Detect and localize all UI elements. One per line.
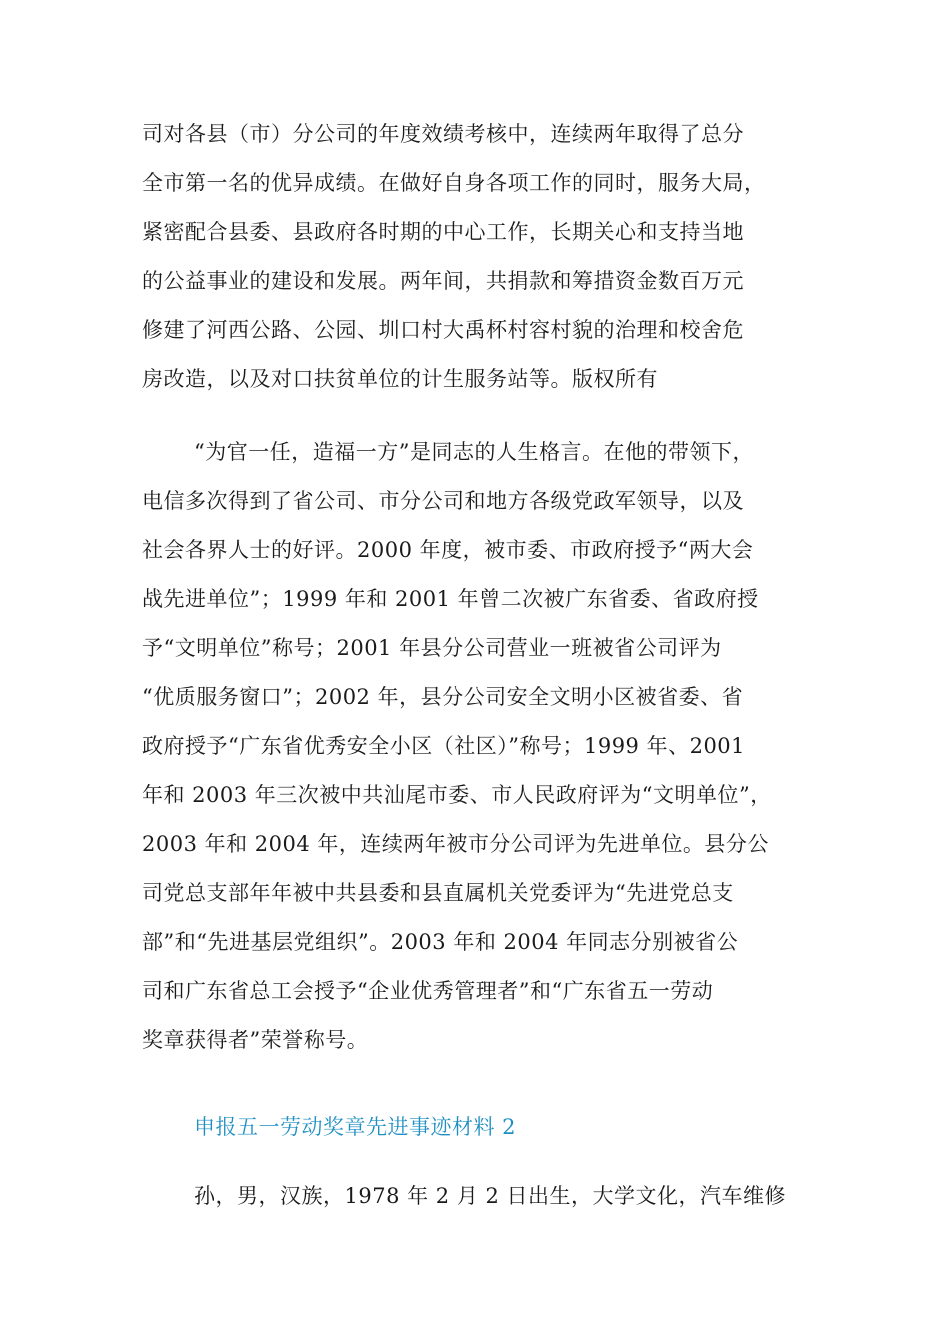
- text-line: 房改造，以及对口扶贫单位的计生服务站等。版权所有: [142, 367, 658, 391]
- paragraph-3: [142, 1172, 822, 1221]
- text-line: 司和广东省总工会授予“企业优秀管理者”和“广东省五一劳动: [142, 979, 714, 1003]
- text-line: 全市第一名的优异成绩。在做好自身各项工作的同时，服务大局，: [142, 171, 766, 195]
- text-line: 的公益事业的建设和发展。两年间，共捐款和筹措资金数百万元: [142, 269, 744, 293]
- text-line: 战先进单位”；1999 年和 2001 年曾二次被广东省委、省政府授: [142, 587, 759, 611]
- text-line: 司对各县（市）分公司的年度效绩考核中，连续两年取得了总分: [142, 122, 744, 146]
- text-line: 电信多次得到了省公司、市分公司和地方各级党政军领导，以及: [142, 489, 744, 513]
- text-line: 修建了河西公路、公园、圳口村大禹杯村容村貌的治理和校舍危: [142, 318, 744, 342]
- section-heading: 申报五一劳动奖章先进事迹材料 2: [194, 1115, 517, 1139]
- text-line: 社会各界人士的好评。2000 年度，被市委、市政府授予“两大会: [142, 538, 754, 562]
- text-line: “为官一任，造福一方”是同志的人生格言。在他的带领下，: [194, 440, 754, 464]
- text-line: 奖章获得者”荣誉称号。: [142, 1028, 369, 1052]
- text-line: “优质服务窗口”；2002 年，县分公司安全文明小区被省委、省: [142, 685, 744, 709]
- text-line: 孙，男，汉族，1978 年 2 月 2 日出生，大学文化，汽车维修: [194, 1184, 787, 1208]
- text-line: 2003 年和 2004 年，连续两年被市分公司评为先进单位。县分公: [142, 832, 769, 856]
- text-line: 政府授予“广东省优秀安全小区（社区）”称号；1999 年、2001: [142, 734, 746, 758]
- text-line: 紧密配合县委、县政府各时期的中心工作，长期关心和支持当地: [142, 220, 744, 244]
- text-line: 年和 2003 年三次被中共汕尾市委、市人民政府评为“文明单位”，: [142, 783, 772, 807]
- text-line: 予“文明单位”称号；2001 年县分公司营业一班被省公司评为: [142, 636, 722, 660]
- paragraph-1: [142, 110, 822, 404]
- text-line: 部”和“先进基层党组织”。2003 年和 2004 年同志分别被省公: [142, 930, 739, 954]
- text-line: 司党总支部年年被中共县委和县直属机关党委评为“先进党总支: [142, 881, 734, 905]
- paragraph-2: [142, 428, 822, 1065]
